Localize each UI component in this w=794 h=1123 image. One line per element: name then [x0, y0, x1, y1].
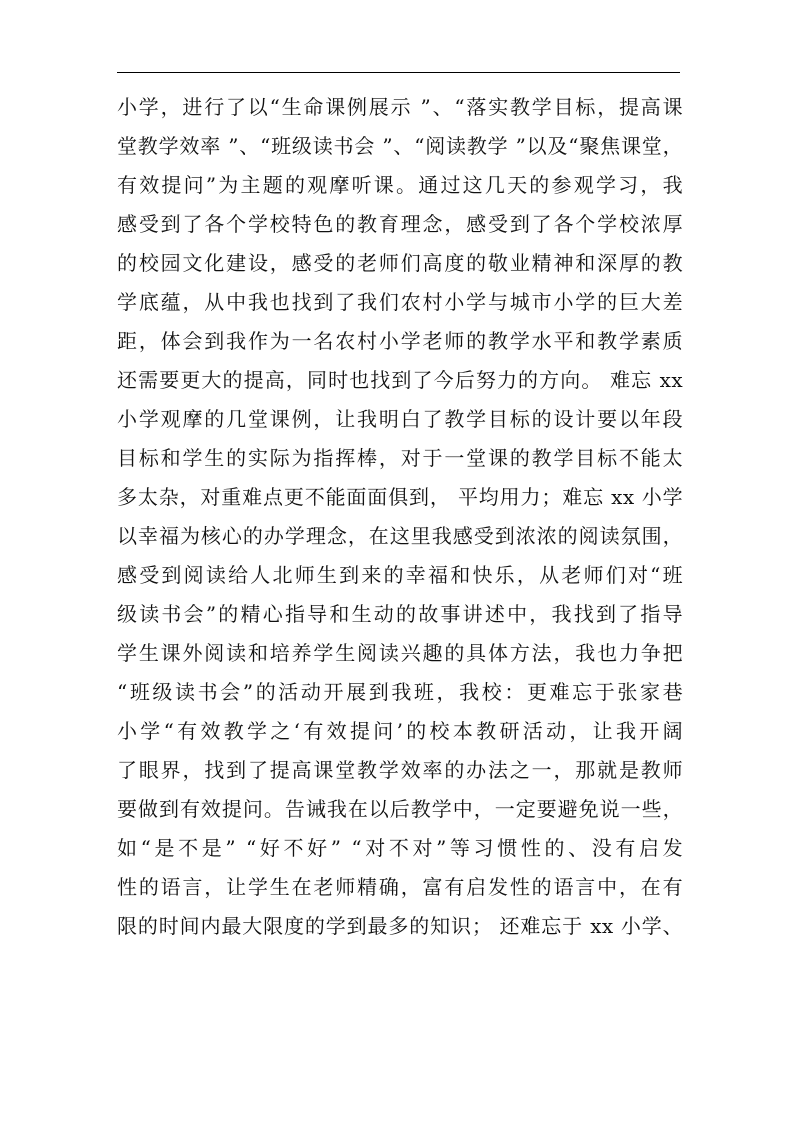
text-line: “班级读书会”的活动开展到我班，我校：更难忘于张家巷 — [117, 680, 683, 704]
text-line: 感受到了各个学校特色的教育理念，感受到了各个学校浓厚 — [117, 212, 683, 236]
text-line: 小学，进行了以“生命课例展示 ”、“落实教学目标，提高课 — [117, 95, 683, 119]
text-line: 目标和学生的实际为指挥棒，对于一堂课的教学目标不能太 — [117, 446, 683, 470]
body-text — [117, 88, 683, 946]
text-line: 小学“有效教学之‘有效提问’的校本教研活动，让我开阔 — [117, 719, 683, 743]
text-line: 了眼界，找到了提高课堂教学效率的办法之一，那就是教师 — [117, 758, 683, 782]
text-line: 如“是不是” “好不好” “对不对”等习惯性的、没有启发 — [117, 836, 683, 860]
text-line: 学底蕴，从中我也找到了我们农村小学与城市小学的巨大差 — [117, 290, 683, 314]
text-line: 距，体会到我作为一名农村小学老师的教学水平和教学素质 — [117, 329, 683, 353]
text-line: 感受到阅读给人北师生到来的幸福和快乐，从老师们对“班 — [117, 563, 683, 587]
header-rule — [117, 72, 680, 73]
text-line: 的校园文化建设，感受的老师们高度的敬业精神和深厚的教 — [117, 251, 683, 275]
text-line: 性的语言，让学生在老师精确，富有启发性的语言中，在有 — [117, 875, 683, 899]
text-line: 小学观摩的几堂课例，让我明白了教学目标的设计要以年段 — [117, 407, 683, 431]
text-line: 多太杂，对重难点更不能面面俱到， 平均用力；难忘 xx 小学 — [117, 485, 683, 509]
text-line: 有效提问”为主题的观摩听课。通过这几天的参观学习，我 — [117, 173, 683, 197]
text-line: 堂教学效率 ”、“班级读书会 ”、“阅读教学 ”以及“聚焦课堂， — [117, 134, 683, 158]
text-line: 还需要更大的提高，同时也找到了今后努力的方向。 难忘 xx — [117, 368, 683, 392]
text-line: 以幸福为核心的办学理念，在这里我感受到浓浓的阅读氛围， — [117, 524, 683, 548]
text-line: 学生课外阅读和培养学生阅读兴趣的具体方法，我也力争把 — [117, 641, 683, 665]
text-line: 要做到有效提问。告诫我在以后教学中，一定要避免说一些， — [117, 797, 683, 821]
text-line: 级读书会”的精心指导和生动的故事讲述中，我找到了指导 — [117, 602, 683, 626]
text-line: 限的时间内最大限度的学到最多的知识； 还难忘于 xx 小学、 — [117, 914, 683, 938]
